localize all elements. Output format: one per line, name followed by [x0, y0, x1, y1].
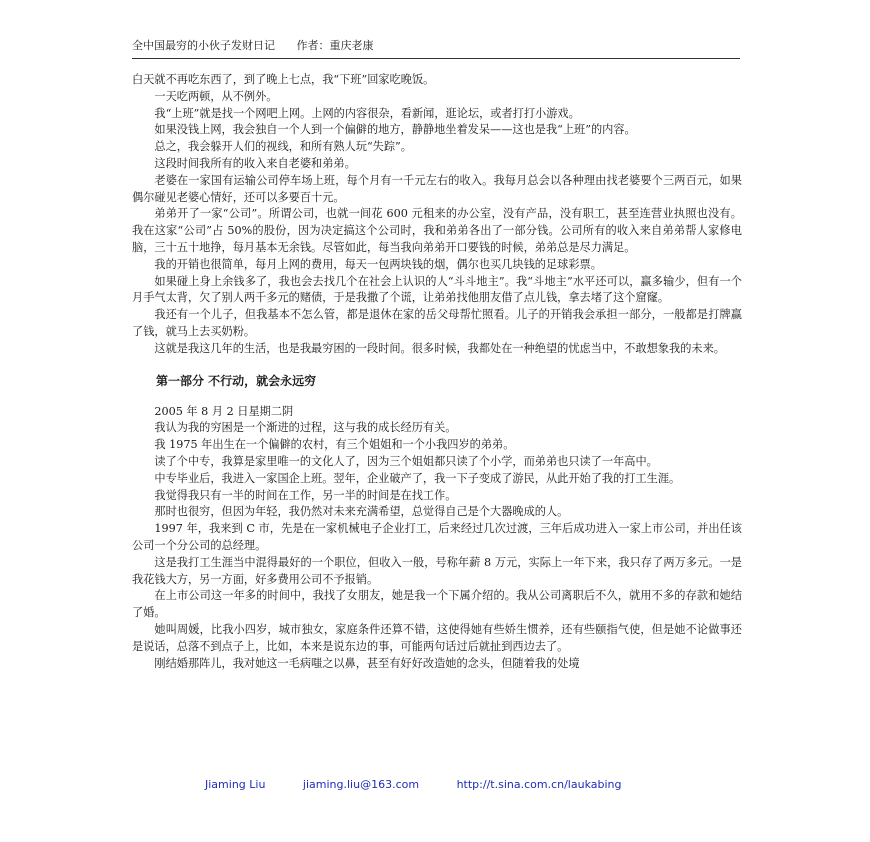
paragraph: 这就是我这几年的生活，也是我最穷困的一段时间。很多时候，我都处在一种绝望的忧虑当中，不敢想象我的未来。	[154, 341, 725, 355]
paragraph: 我觉得我只有一半的时间在工作，另一半的时间是在找工作。	[154, 488, 457, 502]
paragraph: 中专毕业后，我进入一家国企上班。翌年，企业破产了，我一下子变成了游民，从此开始了我的打工生涯。	[154, 471, 681, 485]
paragraph: 这是我打工生涯当中混得最好的一个职位，但收入一般，号称年薪 8 万元，实际上一年下来，我只存了两万多元。一是我花钱大方，另一方面，好多费用公司不予报销。	[132, 555, 742, 586]
book-author: 作者：重庆老康	[296, 39, 374, 52]
paragraph: 如果碰上身上余钱多了，我也会去找几个在社会上认识的人“斗斗地主”。我“斗地主”水平还可以，赢多输少，但有一个月手气太背，欠了别人两千多元的赌债，于是我撒了个谎，让弟弟找他朋友借了点儿钱，拿去堵了这个窟窿。	[132, 274, 742, 305]
paragraph: 我还有一个儿子，但我基本不怎么管，都是退休在家的岳父母帮忙照看。儿子的开销我会承担一部分，一般都是打牌赢了钱，就马上去买奶粉。	[132, 308, 742, 338]
paragraph: 一天吃两顿，从不例外。	[154, 89, 278, 103]
page-header	[132, 38, 740, 59]
book-title: 全中国最穷的小伙子发财日记	[132, 39, 275, 52]
paragraph: 我认为我的穷困是一个渐进的过程，这与我的成长经历有关。	[154, 421, 457, 435]
paragraph: 1997 年，我来到 C 市，先是在一家机械电子企业打工，后来经过几次过渡，三年后成功进入一家上市公司，并出任该公司一个分公司的总经理。	[132, 522, 742, 552]
paragraph: 我“上班”就是找一个网吧上网。上网的内容很杂，看新闻，逛论坛，或者打打小游戏。	[154, 106, 580, 120]
section-heading: 第一部分 不行动，就会永远穷	[156, 373, 317, 388]
paragraph: 白天就不再吃东西了，到了晚上七点，我“下班”回家吃晚饭。	[132, 73, 435, 86]
footer-email-link[interactable]: jiaming.liu@163.com	[302, 778, 420, 791]
paragraph: 她叫周媛，比我小四岁，城市独女，家庭条件还算不错，这使得她有些娇生惯养，还有些颐指气使，但是她不论做事还是说话，总落不到点子上，比如，本来是说东边的事，可能两句话过后就扯到西边去了。	[132, 622, 742, 653]
paragraph: 我 1975 年出生在一个偏僻的农村，有三个姐姐和一个小我四岁的弟弟。	[154, 438, 515, 452]
paragraph: 我的开销也很简单，每月上网的费用，每天一包两块钱的烟，偶尔也买几块钱的足球彩票。	[154, 257, 602, 271]
paragraph: 如果没钱上网，我会独自一个人到一个偏僻的地方，静静地坐着发呆——这也是我“上班”的内容。	[154, 123, 636, 137]
document-body	[132, 72, 742, 672]
paragraph: 那时也很穷，但因为年轻，我仍然对未来充满希望，总觉得自己是个大器晚成的人。	[154, 505, 569, 519]
paragraph: 这段时间我所有的收入来自老婆和弟弟。	[154, 156, 356, 170]
paragraph: 总之，我会躲开人们的视线，和所有熟人玩“失踪”。	[154, 140, 412, 154]
paragraph: 弟弟开了一家“公司”。所谓公司，也就一间花 600 元租来的办公室，没有产品，没有职工，甚至连营业执照也没有。我在这家“公司”占 50%的股份，因为决定搞这个公司时，我和弟弟各出了一部分钱。公司所有的收入来自弟弟帮人家修电脑，三十五十地挣，每月基本无余钱。尽管如此，每当我向弟弟开口要钱的时候，弟弟总是尽力满足。	[132, 207, 742, 254]
footer-name: Jiaming Liu	[205, 778, 266, 791]
paragraph: 刚结婚那阵儿，我对她这一毛病嗤之以鼻，甚至有好好改造她的念头，但随着我的处境	[154, 656, 580, 670]
paragraph: 在上市公司这一年多的时间中，我找了女朋友，她是我一个下属介绍的。我从公司离职后不久，就用不多的存款和她结了婚。	[132, 589, 742, 620]
page-footer	[205, 778, 655, 791]
paragraph: 老婆在一家国有运输公司停车场上班，每个月有一千元左右的收入。我每月总会以各种理由找老婆要个三两百元，如果偶尔碰见老婆心情好，还可以多要百十元。	[132, 173, 742, 204]
diary-date: 2005 年 8 月 2 日星期二阴	[154, 404, 294, 418]
paragraph: 读了个中专，我算是家里唯一的文化人了，因为三个姐姐都只读了个小学，而弟弟也只读了一年高中。	[154, 454, 658, 468]
footer-url-link[interactable]: http://t.sina.com.cn/laukabing	[456, 778, 622, 791]
